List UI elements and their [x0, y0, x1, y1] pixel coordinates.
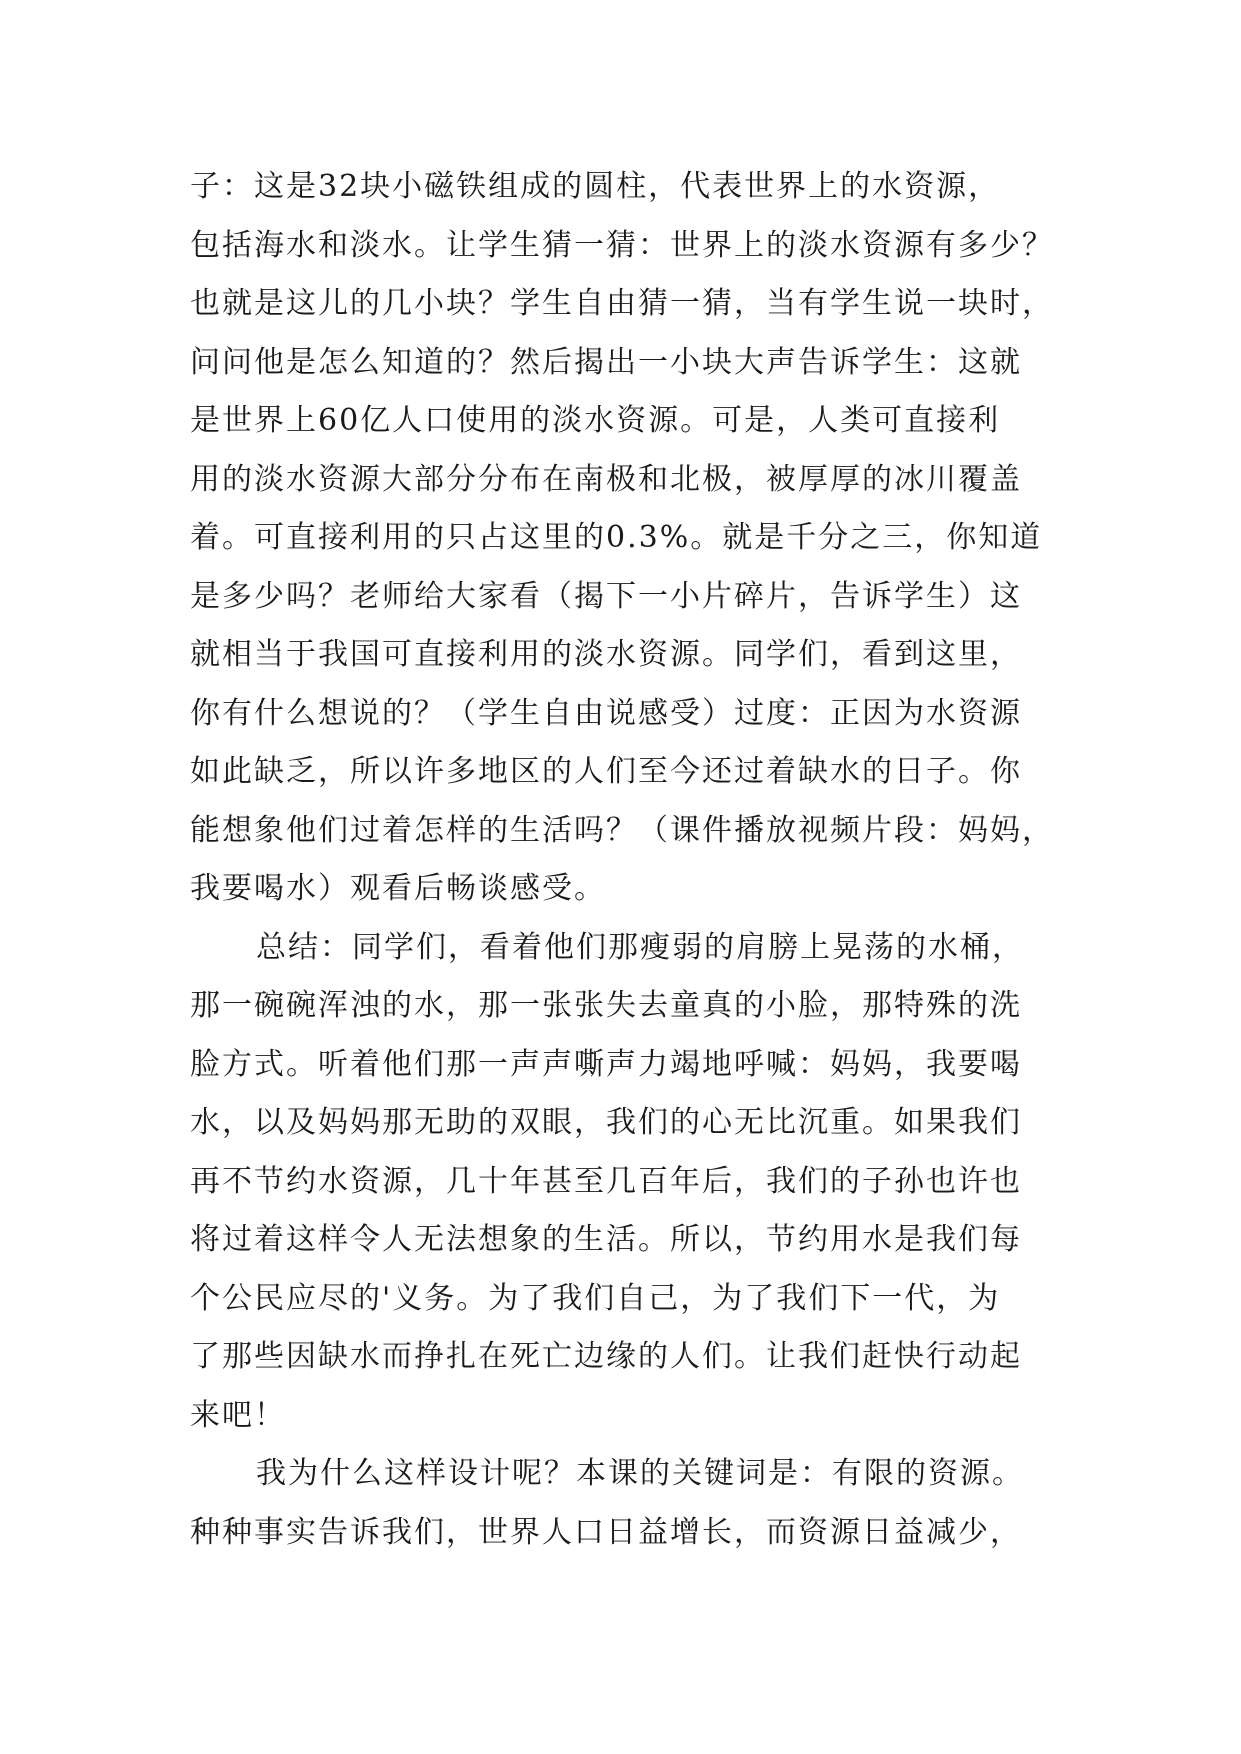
- text-line: 将过着这样令人无法想象的生活。所以，节约用水是我们每: [190, 1222, 1022, 1257]
- text-line: 再不节约水资源，几十年甚至几百年后，我们的子孙也许也: [190, 1163, 1022, 1199]
- text-line: 你有什么想说的？（学生自由说感受）过度：正因为水资源: [190, 695, 1022, 731]
- text-line: 是世界上60亿人口使用的淡水资源。可是，人类可直接利: [190, 403, 1001, 438]
- paragraph-2: [190, 919, 1070, 1446]
- paragraph-1: [190, 158, 1070, 919]
- text-line: 也就是这儿的几小块？学生自由猜一猜，当有学生说一块时，: [190, 286, 1054, 321]
- text-line: 我为什么这样设计呢？本课的关键词是：有限的资源。: [256, 1456, 1024, 1491]
- text-line: 包括海水和淡水。让学生猜一猜：世界上的淡水资源有多少？: [190, 227, 1054, 263]
- text-line: 子：这是32块小磁铁组成的圆柱，代表世界上的水资源，: [190, 169, 1001, 204]
- text-line: 种种事实告诉我们，世界人口日益增长，而资源日益减少，: [190, 1514, 1022, 1550]
- text-line: 着。可直接利用的只占这里的0.3%。就是千分之三，你知道: [190, 520, 1043, 555]
- paragraph-3: [190, 1445, 1070, 1562]
- text-line: 用的淡水资源大部分分布在南极和北极，被厚厚的冰川覆盖: [190, 461, 1022, 497]
- text-line: 那一碗碗浑浊的水，那一张张失去童真的小脸，那特殊的洗: [190, 988, 1022, 1023]
- text-line: 是多少吗？老师给大家看（揭下一小片碎片，告诉学生）这: [190, 578, 1022, 614]
- document-body: [190, 158, 1070, 1562]
- text-line: 总结：同学们，看着他们那瘦弱的肩膀上晃荡的水桶，: [256, 929, 1024, 965]
- text-line: 个公民应尽的'义务。为了我们自己，为了我们下一代，为: [190, 1280, 1001, 1316]
- text-line: 水，以及妈妈那无助的双眼，我们的心无比沉重。如果我们: [190, 1105, 1022, 1140]
- text-line: 来吧！: [190, 1397, 286, 1433]
- text-line: 脸方式。听着他们那一声声嘶声力竭地呼喊：妈妈，我要喝: [190, 1046, 1022, 1082]
- text-line: 我要喝水）观看后畅谈感受。: [190, 871, 606, 906]
- text-line: 了那些因缺水而挣扎在死亡边缘的人们。让我们赶快行动起: [190, 1339, 1022, 1374]
- text-line: 就相当于我国可直接利用的淡水资源。同学们，看到这里，: [190, 637, 1022, 672]
- text-line: 问问他是怎么知道的？然后揭出一小块大声告诉学生：这就: [190, 344, 1022, 380]
- text-line: 能想象他们过着怎样的生活吗？（课件播放视频片段：妈妈，: [190, 812, 1054, 848]
- text-line: 如此缺乏，所以许多地区的人们至今还过着缺水的日子。你: [190, 754, 1022, 789]
